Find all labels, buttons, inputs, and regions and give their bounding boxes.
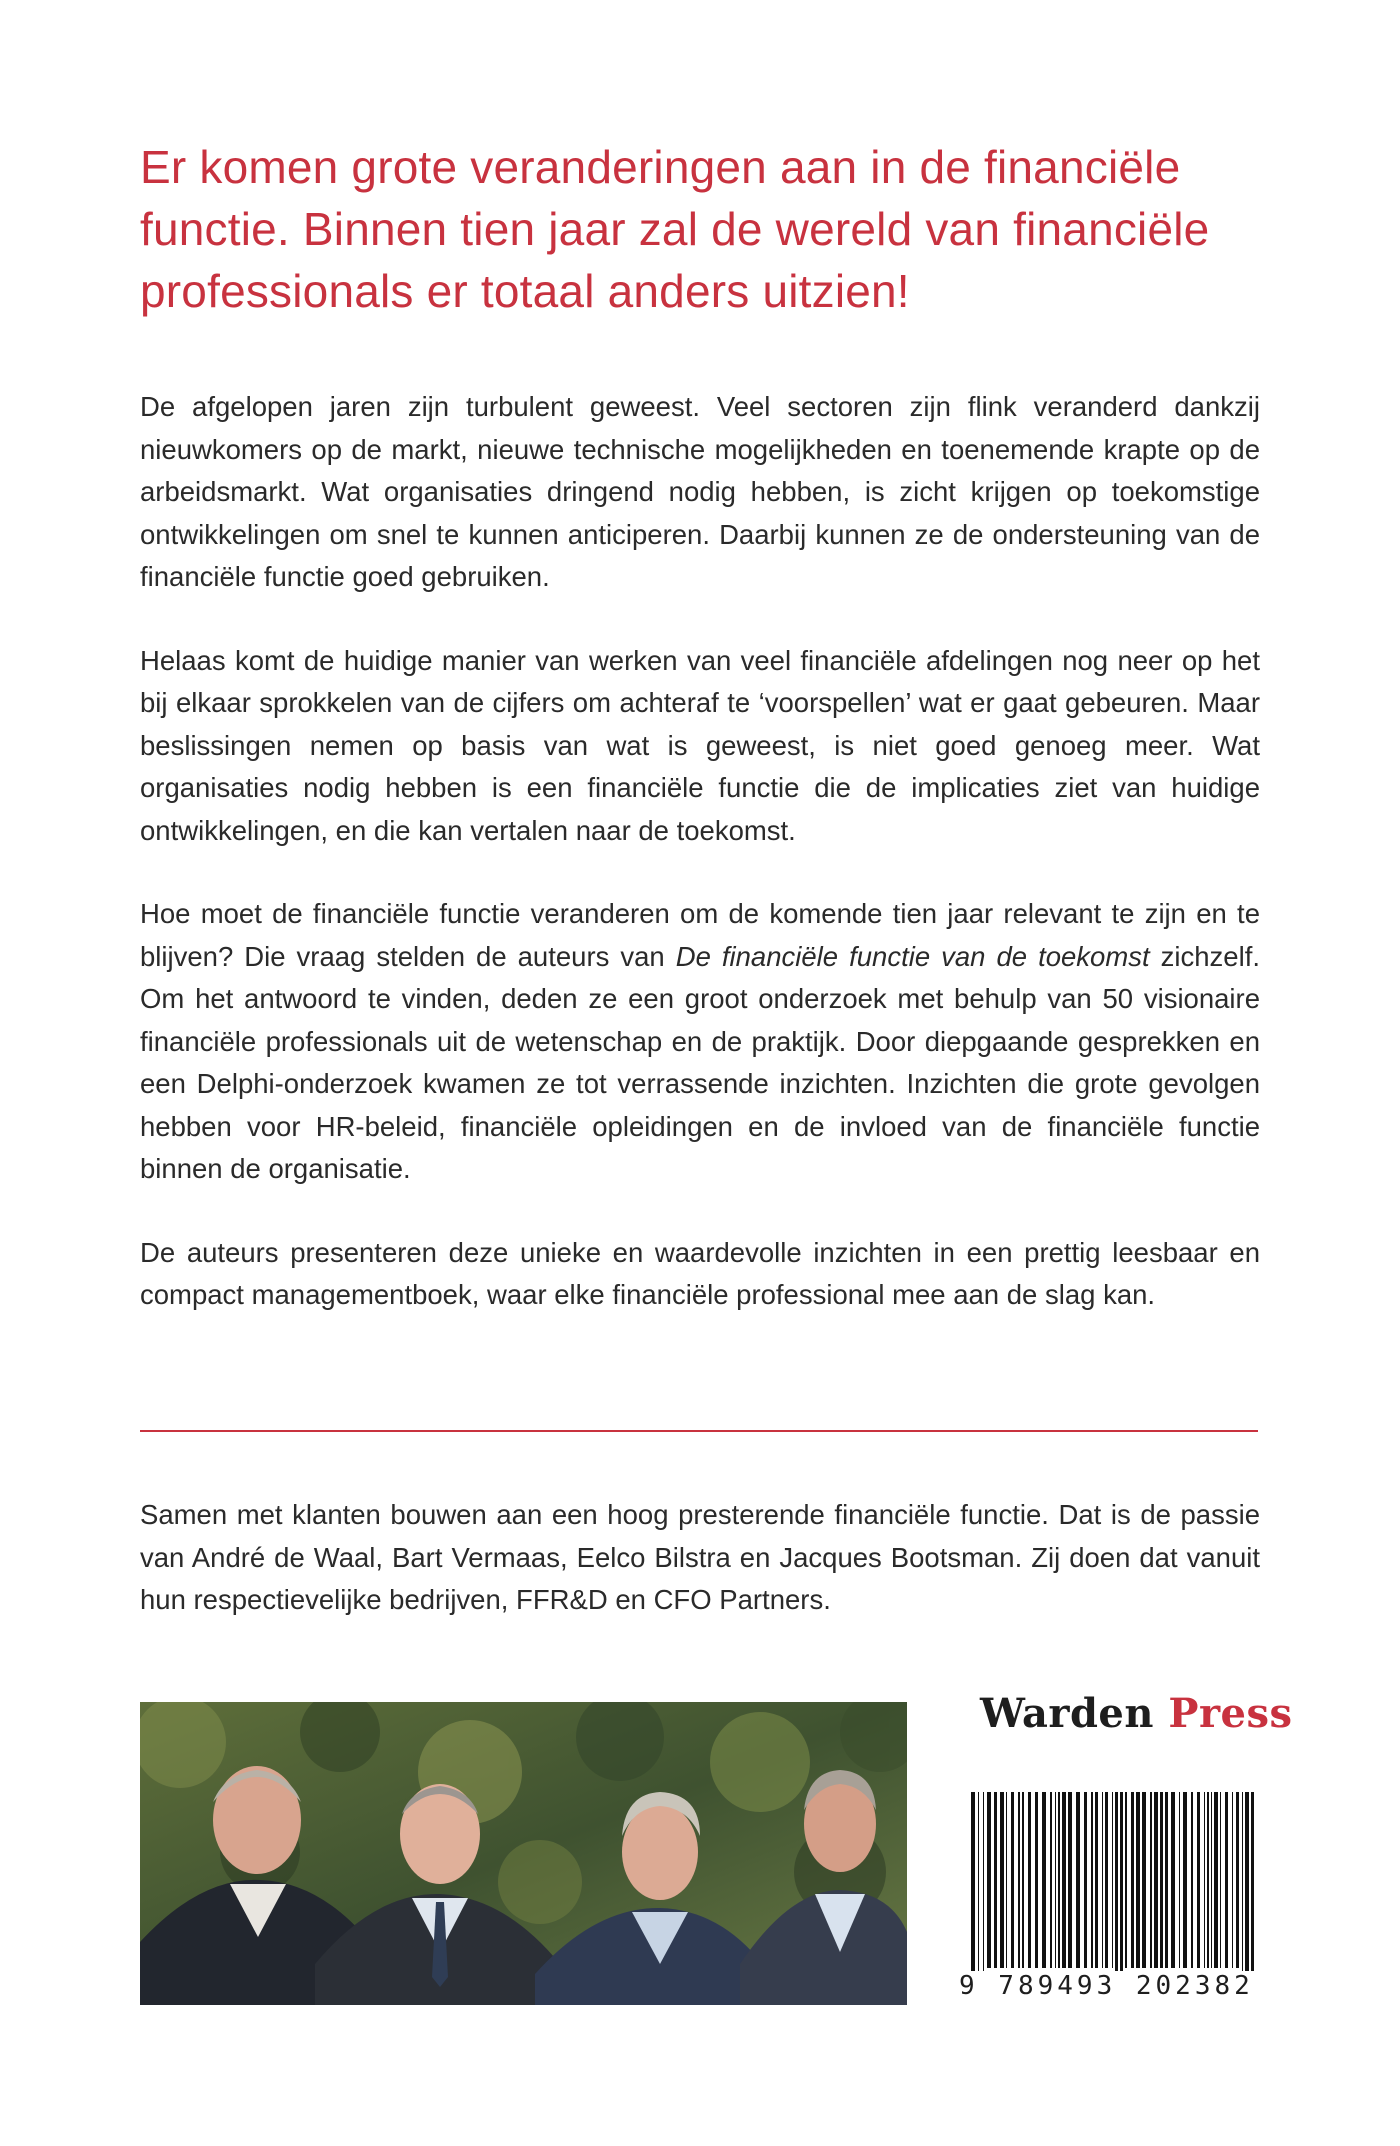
barcode-bar — [1179, 1792, 1180, 1968]
barcode-bar — [1006, 1792, 1007, 1968]
barcode-bar — [1242, 1792, 1243, 1992]
barcode-bar — [1105, 1792, 1108, 1968]
barcode-bar — [1220, 1792, 1221, 1968]
barcode-bar — [1062, 1792, 1066, 1968]
publisher-logo-second: Press — [1168, 1690, 1293, 1737]
barcode-bar — [1204, 1792, 1205, 1968]
barcode-bar — [1022, 1792, 1024, 1968]
book-title-italic: De financiële functie van de toekomst — [675, 940, 1150, 972]
paragraph-4: De auteurs presenteren deze unieke en waardevolle inzichten in een prettig leesbaar en compact managementboek, waar elke financiële professional mee aan de slag kan. — [140, 1236, 1260, 1310]
barcode-bar — [1058, 1792, 1060, 1968]
barcode-bar — [1102, 1792, 1103, 1968]
barcode-bar — [1028, 1792, 1031, 1968]
barcode-bar — [1211, 1792, 1212, 1968]
barcode-bar — [1251, 1792, 1254, 1992]
divider-line — [140, 1430, 1258, 1432]
barcode-bar — [983, 1792, 984, 1992]
authors-photo-illustration — [140, 1702, 907, 2005]
barcode-bar — [1142, 1792, 1146, 1968]
paragraph-3-end: zichzelf. Om het antwoord te vinden, deden ze een groot onderzoek met behulp van 50 visionaire financiële professionals uit de wetenschap en de praktijk. Door diepgaande gesprekken en een Delphi-onderzoek kwamen ze tot verrassende inzichten. Inzichten die grote gevolgen hebben voor HR-beleid, financiële opleidingen en de invloed van de financiële functie binnen de organisatie. — [140, 940, 1260, 1184]
barcode-bar — [987, 1792, 991, 1968]
barcode-bar — [1183, 1792, 1187, 1968]
barcode-bar — [1136, 1792, 1140, 1968]
isbn-number — [957, 1970, 1263, 2002]
paragraph-3-start: Hoe moet de financiële functie veranderen om de komende tien jaar relevant te zijn en te blijven? Die vraag stelden de auteurs van — [140, 898, 1260, 972]
barcode-bar — [1091, 1792, 1093, 1968]
blurb — [140, 386, 1260, 1358]
barcode-bar — [1225, 1792, 1228, 1968]
publisher-logo-first: Warden — [980, 1690, 1154, 1737]
barcode-bar — [1154, 1792, 1158, 1968]
barcode-bar — [1035, 1792, 1038, 1968]
publisher-logo — [980, 1690, 1293, 1737]
barcode-bar — [1160, 1792, 1163, 1968]
barcode-bar — [1068, 1792, 1072, 1968]
paragraph-3 — [140, 893, 1260, 1191]
paragraph-2: Helaas komt de huidige manier van werken van veel financiële afdelingen nog neer op het bij elkaar sprokkelen van de cijfers om achteraf te ‘voorspellen’ wat er gaat gebeuren. Maar beslissingen nemen op basis van wat is geweest, is niet goed genoeg meer. Wat organisaties nodig hebben is een financiële functie die de implicaties ziet van huidige ontwikkelingen, en die kan vertalen naar de toekomst. — [140, 644, 1260, 846]
barcode-bar — [1000, 1792, 1004, 1968]
barcode-bar — [1236, 1792, 1239, 1968]
barcode-bar — [1011, 1792, 1014, 1968]
barcode-bar — [1120, 1792, 1123, 1992]
barcode-bar — [978, 1792, 979, 1992]
barcode-bar — [1207, 1792, 1209, 1968]
barcode-bar — [1125, 1792, 1127, 1968]
isbn-digits: 9 789493 202382 — [959, 1971, 1254, 2001]
barcode-bar — [1076, 1792, 1080, 1968]
barcode-bar — [1115, 1792, 1118, 1992]
barcode-bar — [1042, 1792, 1046, 1968]
barcode-bar — [1197, 1792, 1200, 1968]
barcode-bar — [1095, 1792, 1098, 1968]
headline: Er komen grote veranderingen aan in de financiële functie. Binnen tien jaar zal de wereld van financiële professionals er totaal anders uitzien! — [140, 141, 1210, 317]
barcode-bar — [1191, 1792, 1193, 1968]
authors-bio: Samen met klanten bouwen aan een hoog presterende financiële functie. Dat is de passie van André de Waal, Bart Vermaas, Eelco Bilstra en Jacques Bootsman. Zij doen dat vanuit hun respectievelijke bedrijven, FFR&D en CFO Partners. — [140, 1499, 1260, 1615]
barcode-bar — [994, 1792, 997, 1968]
barcode-bar — [1171, 1792, 1175, 1968]
barcode-bar — [1112, 1792, 1113, 1968]
paragraph-1: De afgelopen jaren zijn turbulent geweest. Veel sectoren zijn flink veranderd dankzij nieuwkomers op de markt, nieuwe technische mogelijkheden en toenemende krapte op de arbeidsmarkt. Wat organisaties dringend nodig hebben, is zicht krijgen op toekomstige ontwikkelingen om snel te kunnen anticiperen. Daarbij kunnen ze de ondersteuning van de financiële functie goed gebruiken. — [140, 391, 1260, 592]
barcode-bar — [1150, 1792, 1152, 1968]
barcode-bar — [1018, 1792, 1020, 1968]
barcode-bar — [1084, 1792, 1087, 1968]
barcode-bar — [1050, 1792, 1052, 1968]
barcode-bar — [1055, 1792, 1056, 1968]
barcode-bar — [1131, 1792, 1134, 1968]
barcode-bar — [1214, 1792, 1218, 1968]
barcode-bar — [971, 1792, 975, 1992]
barcode-bar — [1165, 1792, 1168, 1968]
authors-photo — [140, 1702, 907, 2005]
barcode-bar — [1232, 1792, 1233, 1968]
barcode-bar — [1245, 1792, 1249, 1992]
